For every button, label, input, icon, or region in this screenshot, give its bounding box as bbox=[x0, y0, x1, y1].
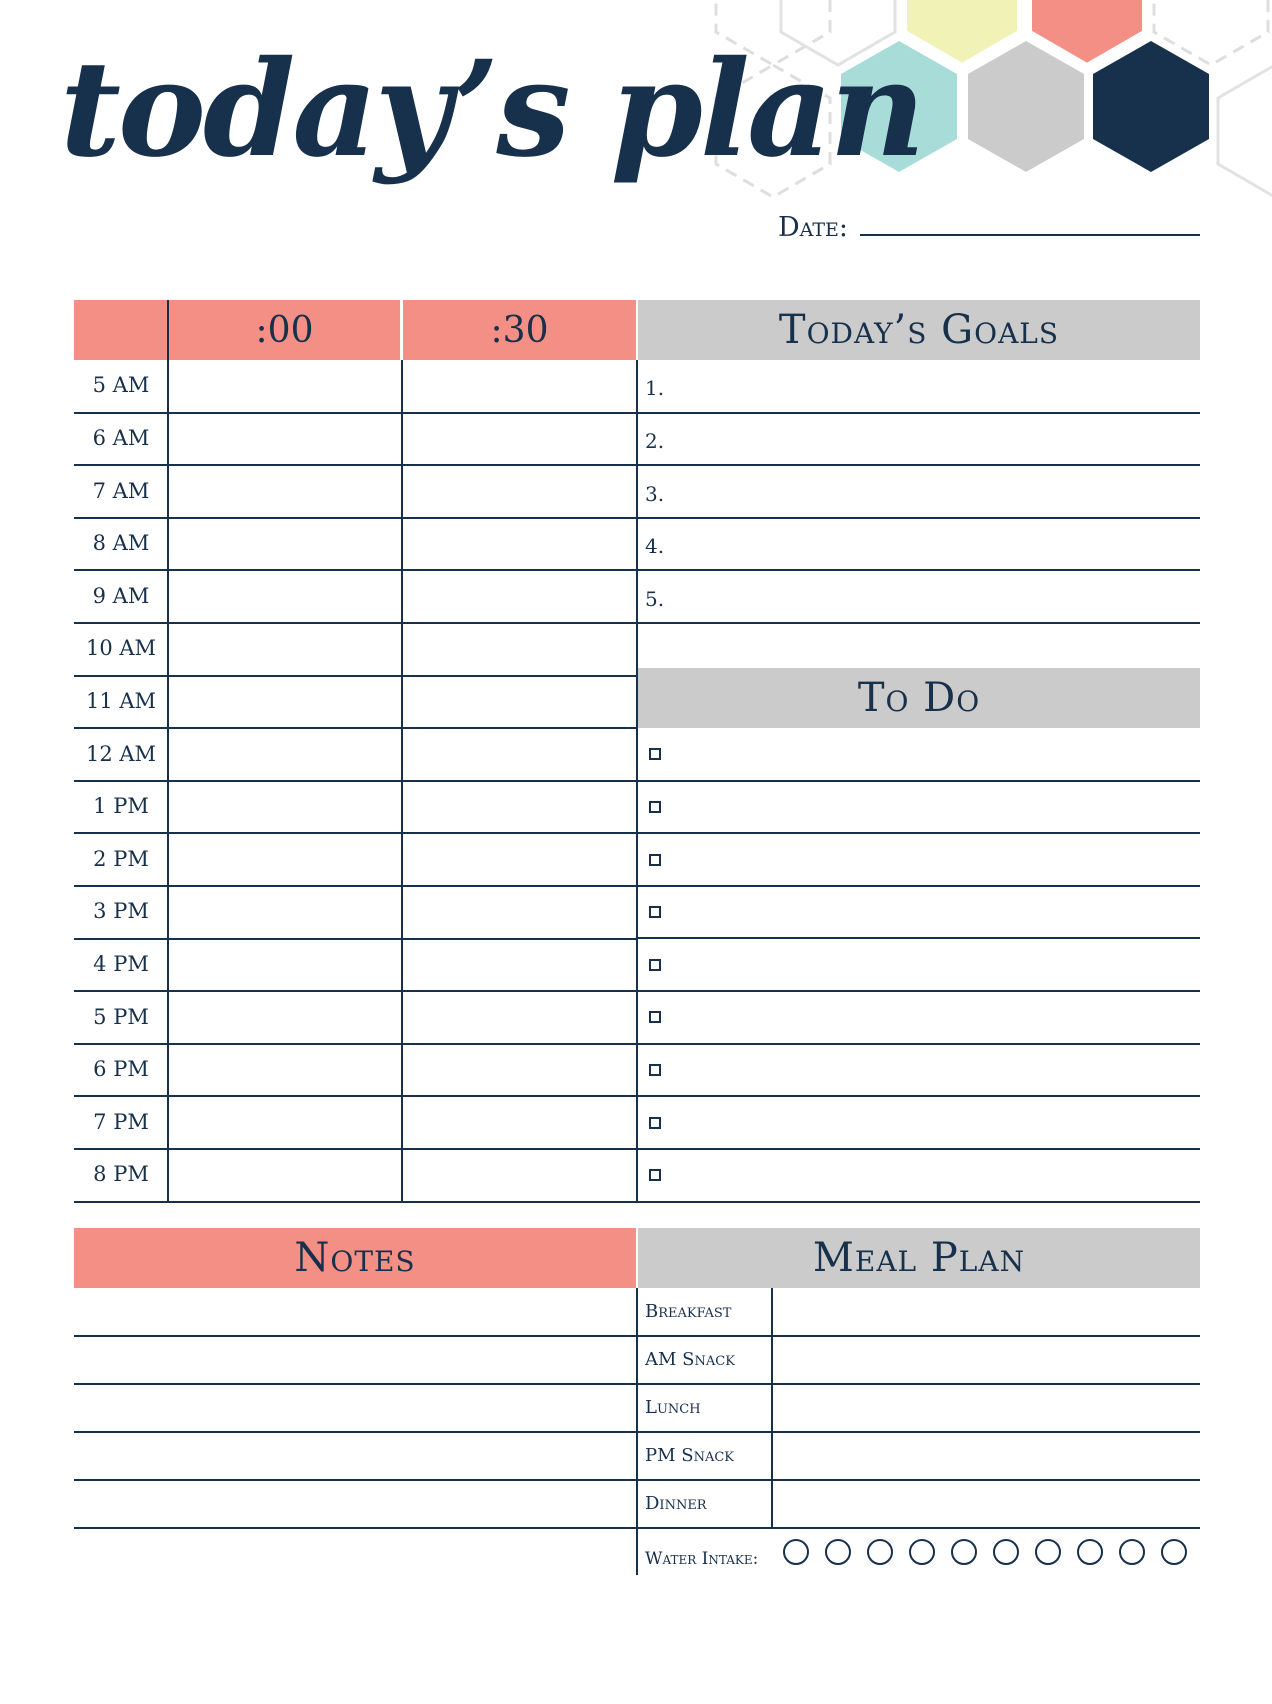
slot-30[interactable] bbox=[403, 465, 636, 516]
time-label: 1 PM bbox=[93, 794, 149, 819]
slot-30[interactable] bbox=[403, 781, 636, 832]
water-glass-circle[interactable] bbox=[825, 1539, 851, 1565]
meal-field[interactable] bbox=[775, 1432, 1200, 1478]
water-glass-circle[interactable] bbox=[1161, 1539, 1187, 1565]
todo-heading: To Do bbox=[638, 668, 1200, 728]
schedule-corner-cell bbox=[74, 300, 167, 360]
meal-label: Lunch bbox=[645, 1397, 701, 1418]
water-glass-circle[interactable] bbox=[1035, 1539, 1061, 1565]
water-glass-circle[interactable] bbox=[909, 1539, 935, 1565]
todo-checkbox[interactable] bbox=[649, 1011, 661, 1023]
goal-row-line bbox=[638, 622, 1200, 624]
slot-00[interactable] bbox=[169, 728, 401, 779]
slot-00[interactable] bbox=[169, 1149, 401, 1200]
goal-field[interactable] bbox=[670, 413, 1198, 464]
notes-field[interactable] bbox=[74, 1336, 634, 1382]
notes-field[interactable] bbox=[74, 1288, 634, 1334]
meal-label: PM Snack bbox=[645, 1445, 735, 1466]
meal-label: AM Snack bbox=[645, 1349, 735, 1370]
time-label: 9 AM bbox=[92, 583, 150, 608]
slot-30[interactable] bbox=[403, 570, 636, 621]
date-label: Date: bbox=[778, 212, 848, 243]
slot-30[interactable] bbox=[403, 360, 636, 411]
slot-00[interactable] bbox=[169, 886, 401, 937]
slot-00[interactable] bbox=[169, 623, 401, 674]
goal-number: 5. bbox=[645, 586, 665, 611]
todo-checkbox[interactable] bbox=[649, 1169, 661, 1181]
meal-field[interactable] bbox=[775, 1384, 1200, 1430]
slot-30[interactable] bbox=[403, 833, 636, 884]
time-label: 8 PM bbox=[93, 1162, 149, 1187]
notes-field[interactable] bbox=[74, 1480, 634, 1526]
meal-plan-heading: Meal Plan bbox=[638, 1228, 1200, 1288]
time-label: 2 PM bbox=[93, 846, 149, 871]
todo-row-line bbox=[638, 1043, 1200, 1045]
meal-field[interactable] bbox=[775, 1480, 1200, 1526]
slot-30[interactable] bbox=[403, 623, 636, 674]
todo-row-line bbox=[638, 1095, 1200, 1097]
goals-heading: Today’s Goals bbox=[638, 300, 1200, 360]
time-label: 8 AM bbox=[92, 531, 150, 556]
goal-field[interactable] bbox=[670, 465, 1198, 516]
notes-field[interactable] bbox=[74, 1432, 634, 1478]
goal-number: 3. bbox=[645, 481, 665, 506]
time-label: 7 PM bbox=[93, 1109, 149, 1134]
time-label: 6 PM bbox=[93, 1057, 149, 1082]
time-label: 6 AM bbox=[92, 425, 150, 450]
goal-number: 2. bbox=[645, 428, 665, 453]
slot-00[interactable] bbox=[169, 360, 401, 411]
goal-number: 1. bbox=[645, 376, 665, 401]
slot-30[interactable] bbox=[403, 991, 636, 1042]
slot-00[interactable] bbox=[169, 833, 401, 884]
slot-30[interactable] bbox=[403, 1044, 636, 1095]
water-glass-circle[interactable] bbox=[951, 1539, 977, 1565]
meal-row-line bbox=[638, 1527, 1200, 1529]
time-label: 5 AM bbox=[92, 373, 150, 398]
slot-00[interactable] bbox=[169, 781, 401, 832]
time-label: 11 AM bbox=[85, 688, 157, 713]
todo-row-line bbox=[638, 937, 1200, 939]
time-label: 5 PM bbox=[93, 1004, 149, 1029]
todo-checkbox[interactable] bbox=[649, 854, 661, 866]
meal-col-line bbox=[636, 1288, 638, 1575]
water-glass-circle[interactable] bbox=[993, 1539, 1019, 1565]
todo-row-line bbox=[638, 1148, 1200, 1150]
todo-checkbox[interactable] bbox=[649, 1117, 661, 1129]
slot-00[interactable] bbox=[169, 413, 401, 464]
slot-00[interactable] bbox=[169, 939, 401, 990]
todo-checkbox[interactable] bbox=[649, 959, 661, 971]
todo-row-line bbox=[638, 780, 1200, 782]
slot-00[interactable] bbox=[169, 1096, 401, 1147]
water-intake-label: Water Intake: bbox=[645, 1549, 759, 1569]
water-glass-circle[interactable] bbox=[1077, 1539, 1103, 1565]
time-label: 10 AM bbox=[85, 636, 157, 661]
todo-checkbox[interactable] bbox=[649, 748, 661, 760]
page-title: today’s plan bbox=[60, 32, 923, 187]
slot-30[interactable] bbox=[403, 1149, 636, 1200]
slot-30[interactable] bbox=[403, 1096, 636, 1147]
todo-checkbox[interactable] bbox=[649, 1064, 661, 1076]
column-header-30: :30 bbox=[403, 300, 636, 360]
goal-number: 4. bbox=[645, 534, 665, 559]
slot-30[interactable] bbox=[403, 676, 636, 727]
water-glass-circle[interactable] bbox=[1119, 1539, 1145, 1565]
schedule-col-line bbox=[401, 360, 403, 1202]
slot-30[interactable] bbox=[403, 939, 636, 990]
todo-row-line bbox=[638, 990, 1200, 992]
goal-field[interactable] bbox=[670, 570, 1198, 621]
slot-30[interactable] bbox=[403, 886, 636, 937]
slot-00[interactable] bbox=[169, 676, 401, 727]
meal-label: Dinner bbox=[645, 1493, 707, 1514]
slot-00[interactable] bbox=[169, 518, 401, 569]
time-label: 12 AM bbox=[85, 741, 157, 766]
slot-30[interactable] bbox=[403, 728, 636, 779]
todo-row-line bbox=[638, 885, 1200, 887]
goal-field[interactable] bbox=[670, 518, 1198, 569]
water-glass-circle[interactable] bbox=[867, 1539, 893, 1565]
todo-checkbox[interactable] bbox=[649, 906, 661, 918]
schedule-row-line bbox=[74, 1201, 638, 1203]
todo-row-line bbox=[638, 1201, 1200, 1203]
meal-col-line bbox=[771, 1288, 773, 1528]
time-label: 4 PM bbox=[93, 951, 149, 976]
column-header-00: :00 bbox=[169, 300, 400, 360]
todo-row-line bbox=[638, 832, 1200, 834]
slot-00[interactable] bbox=[169, 465, 401, 516]
notes-field[interactable] bbox=[74, 1384, 634, 1430]
slot-00[interactable] bbox=[169, 991, 401, 1042]
water-glass-circle[interactable] bbox=[783, 1539, 809, 1565]
slot-00[interactable] bbox=[169, 1044, 401, 1095]
time-label: 3 PM bbox=[93, 899, 149, 924]
slot-00[interactable] bbox=[169, 570, 401, 621]
goal-field[interactable] bbox=[670, 360, 1198, 411]
slot-30[interactable] bbox=[403, 413, 636, 464]
todo-checkbox[interactable] bbox=[649, 801, 661, 813]
notes-heading: Notes bbox=[74, 1228, 636, 1288]
notes-line bbox=[74, 1527, 636, 1529]
slot-30[interactable] bbox=[403, 518, 636, 569]
meal-label: Breakfast bbox=[645, 1301, 732, 1322]
meal-field[interactable] bbox=[775, 1336, 1200, 1382]
schedule-col-line bbox=[167, 300, 169, 1202]
date-field[interactable] bbox=[860, 234, 1200, 236]
time-label: 7 AM bbox=[92, 478, 150, 503]
meal-field[interactable] bbox=[775, 1288, 1200, 1334]
